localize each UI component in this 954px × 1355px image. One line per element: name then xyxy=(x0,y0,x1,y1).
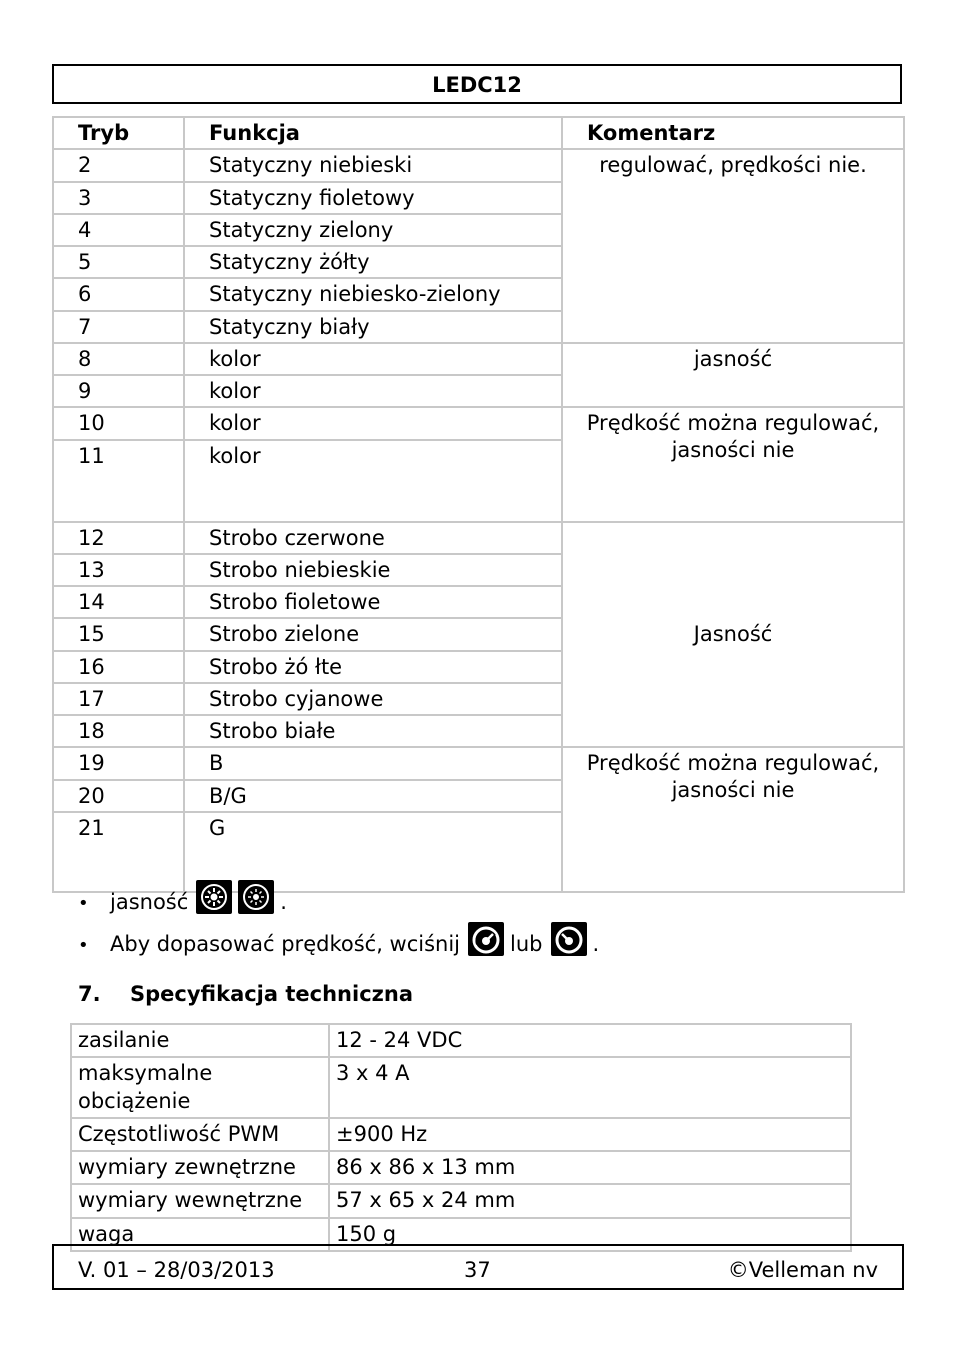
mode-cell: 20 xyxy=(53,780,184,812)
table-row xyxy=(71,1057,851,1118)
function-cell: kolor xyxy=(184,375,562,407)
mode-cell: 21 xyxy=(53,812,184,892)
mode-cell: 17 xyxy=(53,683,184,715)
mode-cell: 11 xyxy=(53,440,184,522)
bullet-speed xyxy=(78,914,599,956)
mode-cell: 4 xyxy=(53,214,184,246)
table-row xyxy=(71,1151,851,1184)
table-row xyxy=(53,747,904,779)
mode-cell: 12 xyxy=(53,522,184,554)
spec-value: 3 x 4 A xyxy=(329,1057,851,1118)
comment-cell: Prędkość można regulować, jasności nie xyxy=(562,407,904,521)
brightness-up-icon xyxy=(196,880,232,914)
mode-cell: 19 xyxy=(53,747,184,779)
modes-table xyxy=(52,116,905,893)
section-number: 7. xyxy=(78,982,101,1006)
table-row xyxy=(53,343,904,375)
mode-cell: 14 xyxy=(53,586,184,618)
spec-label: waga xyxy=(71,1218,329,1251)
bullet-dot: • xyxy=(78,935,89,956)
function-cell: Statyczny zielony xyxy=(184,214,562,246)
bullet-brightness-text: jasność xyxy=(110,890,189,914)
function-cell: Strobo niebieskie xyxy=(184,554,562,586)
bullet-brightness-end: . xyxy=(280,890,287,914)
function-cell: Strobo fioletowe xyxy=(184,586,562,618)
mode-cell: 6 xyxy=(53,278,184,310)
function-cell: B/G xyxy=(184,780,562,812)
page-footer xyxy=(52,1244,904,1290)
function-cell: kolor xyxy=(184,407,562,439)
comment-cell: regulować, prędkości nie. xyxy=(562,149,904,343)
mode-cell: 3 xyxy=(53,182,184,214)
footer-page-number: 37 xyxy=(464,1258,491,1282)
mode-cell: 15 xyxy=(53,618,184,650)
mode-cell: 5 xyxy=(53,246,184,278)
function-cell: Strobo cyjanowe xyxy=(184,683,562,715)
spec-value: 12 - 24 VDC xyxy=(329,1024,851,1057)
mode-cell: 9 xyxy=(53,375,184,407)
bullet-speed-text: Aby dopasować prędkość, wciśnij xyxy=(110,932,461,956)
section-title: Specyfikacja techniczna xyxy=(130,982,413,1006)
mode-cell: 18 xyxy=(53,715,184,747)
function-cell: Statyczny biały xyxy=(184,311,562,343)
page-header-title: LEDC12 xyxy=(52,64,902,104)
spec-label: zasilanie xyxy=(71,1024,329,1057)
mode-cell: 7 xyxy=(53,311,184,343)
function-cell: Strobo żó łte xyxy=(184,651,562,683)
function-cell: Strobo białe xyxy=(184,715,562,747)
function-cell: Statyczny niebiesko-zielony xyxy=(184,278,562,310)
function-cell: Strobo czerwone xyxy=(184,522,562,554)
spec-label: wymiary zewnętrzne xyxy=(71,1151,329,1184)
function-cell: G xyxy=(184,812,562,892)
spec-value: ±900 Hz xyxy=(329,1118,851,1151)
bullet-list xyxy=(78,872,599,956)
brightness-down-icon xyxy=(238,880,274,914)
bullet-brightness xyxy=(78,872,599,914)
table-header-row xyxy=(53,117,904,149)
comment-cell: Jasność xyxy=(562,522,904,748)
spec-label: maksymalne obciążenie xyxy=(71,1057,329,1118)
spec-value: 57 x 65 x 24 mm xyxy=(329,1184,851,1217)
mode-cell: 10 xyxy=(53,407,184,439)
spec-label: Częstotliwość PWM xyxy=(71,1118,329,1151)
table-row xyxy=(53,149,904,181)
mode-cell: 16 xyxy=(53,651,184,683)
table-row xyxy=(53,522,904,554)
function-cell: Statyczny niebieski xyxy=(184,149,562,181)
function-cell: kolor xyxy=(184,343,562,375)
mode-cell: 2 xyxy=(53,149,184,181)
table-row xyxy=(53,407,904,439)
spec-value: 86 x 86 x 13 mm xyxy=(329,1151,851,1184)
speed-down-icon xyxy=(551,922,587,956)
bullet-speed-end: . xyxy=(592,932,600,956)
footer-copyright: ©Velleman nv xyxy=(727,1258,878,1282)
function-cell: kolor xyxy=(184,440,562,522)
speed-up-icon xyxy=(468,922,504,956)
table-row xyxy=(71,1184,851,1217)
mode-cell: 13 xyxy=(53,554,184,586)
specs-table xyxy=(70,1023,852,1252)
spec-value: 150 g xyxy=(329,1218,851,1251)
comment-cell: jasność xyxy=(562,343,904,408)
section-heading xyxy=(78,982,413,1006)
comment-cell: Prędkość można regulować, jasności nie xyxy=(562,747,904,892)
column-header-funkcja: Funkcja xyxy=(184,117,562,149)
table-row xyxy=(71,1024,851,1057)
column-header-komentarz: Komentarz xyxy=(562,117,904,149)
function-cell: Strobo zielone xyxy=(184,618,562,650)
mode-cell: 8 xyxy=(53,343,184,375)
bullet-speed-or: lub xyxy=(510,932,543,956)
footer-version: V. 01 – 28/03/2013 xyxy=(78,1258,275,1282)
bullet-dot: • xyxy=(78,893,89,914)
column-header-tryb: Tryb xyxy=(53,117,184,149)
table-row xyxy=(71,1118,851,1151)
function-cell: B xyxy=(184,747,562,779)
spec-label: wymiary wewnętrzne xyxy=(71,1184,329,1217)
function-cell: Statyczny fioletowy xyxy=(184,182,562,214)
function-cell: Statyczny żółty xyxy=(184,246,562,278)
